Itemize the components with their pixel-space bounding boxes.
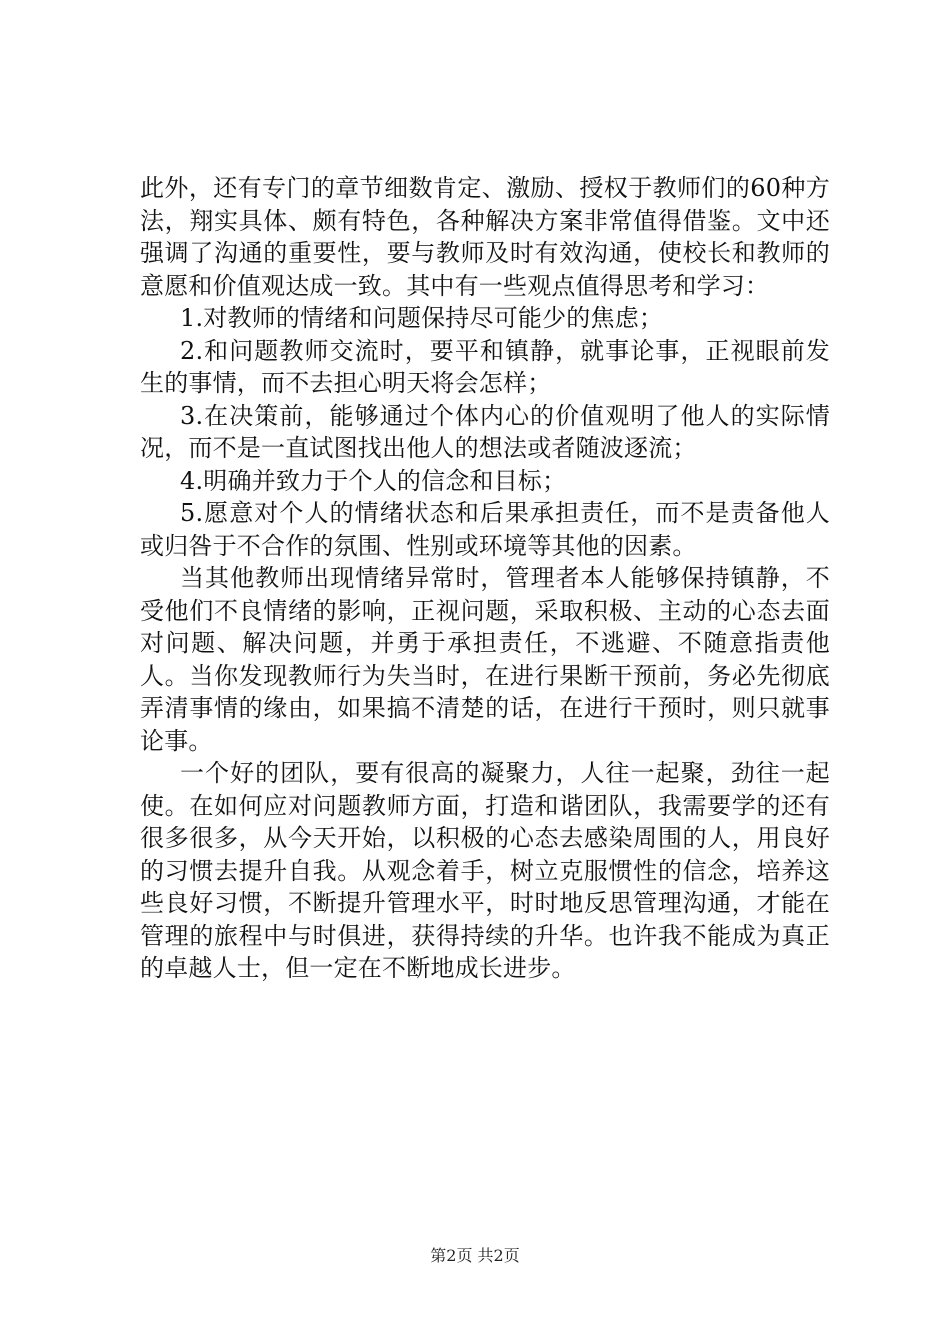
paragraph-emotions: 当其他教师出现情绪异常时，管理者本人能够保持镇静，不受他们不良情绪的影响，正视问题，采取积极、主动的心态去面对问题、解决问题，并勇于承担责任，不逃避、不随意指责他人。当你发现教师行为失当时，在进行果断干预前，务必先彻底弄清事情的缘由，如果搞不清楚的话，在进行干预时，则只就事论事。 xyxy=(140,564,830,755)
page-number: 第2页 共2页 xyxy=(430,1246,520,1265)
page-footer xyxy=(0,1243,950,1266)
paragraph-team: 一个好的团队，要有很高的凝聚力，人往一起聚，劲往一起使。在如何应对问题教师方面，打造和谐团队，我需要学的还有很多很多，从今天开始，以积极的心态去感染周围的人，用良好的习惯去提升自我。从观念着手，树立克服惯性的信念，培养这些良好习惯，不断提升管理水平，时时地反思管理沟通，才能在管理的旅程中与时俱进，获得持续的升华。也许我不能成为真正的卓越人士，但一定在不断地成长进步。 xyxy=(140,759,830,982)
list-item-3: 3.在决策前，能够通过个体内心的价值观明了他人的实际情况，而不是一直试图找出他人的想法或者随波逐流； xyxy=(140,401,830,462)
list-item-2: 2.和问题教师交流时，要平和镇静，就事论事，正视眼前发生的事情，而不去担心明天将会怎样； xyxy=(140,336,830,397)
list-item-5: 5.愿意对个人的情绪状态和后果承担责任，而不是责备他人或归咎于不合作的氛围、性别或环境等其他的因素。 xyxy=(140,499,830,560)
list-item-4: 4.明确并致力于个人的信念和目标； xyxy=(180,466,567,495)
document-body xyxy=(140,172,830,985)
paragraph-intro: 此外，还有专门的章节细数肯定、激励、授权于教师们的60种方法，翔实具体、颇有特色，各种解决方案非常值得借鉴。文中还强调了沟通的重要性，要与教师及时有效沟通，使校长和教师的意愿和价值观达成一致。其中有一些观点值得思考和学习： xyxy=(140,174,830,300)
list-item-1: 1.对教师的情绪和问题保持尽可能少的焦虑； xyxy=(180,304,664,332)
